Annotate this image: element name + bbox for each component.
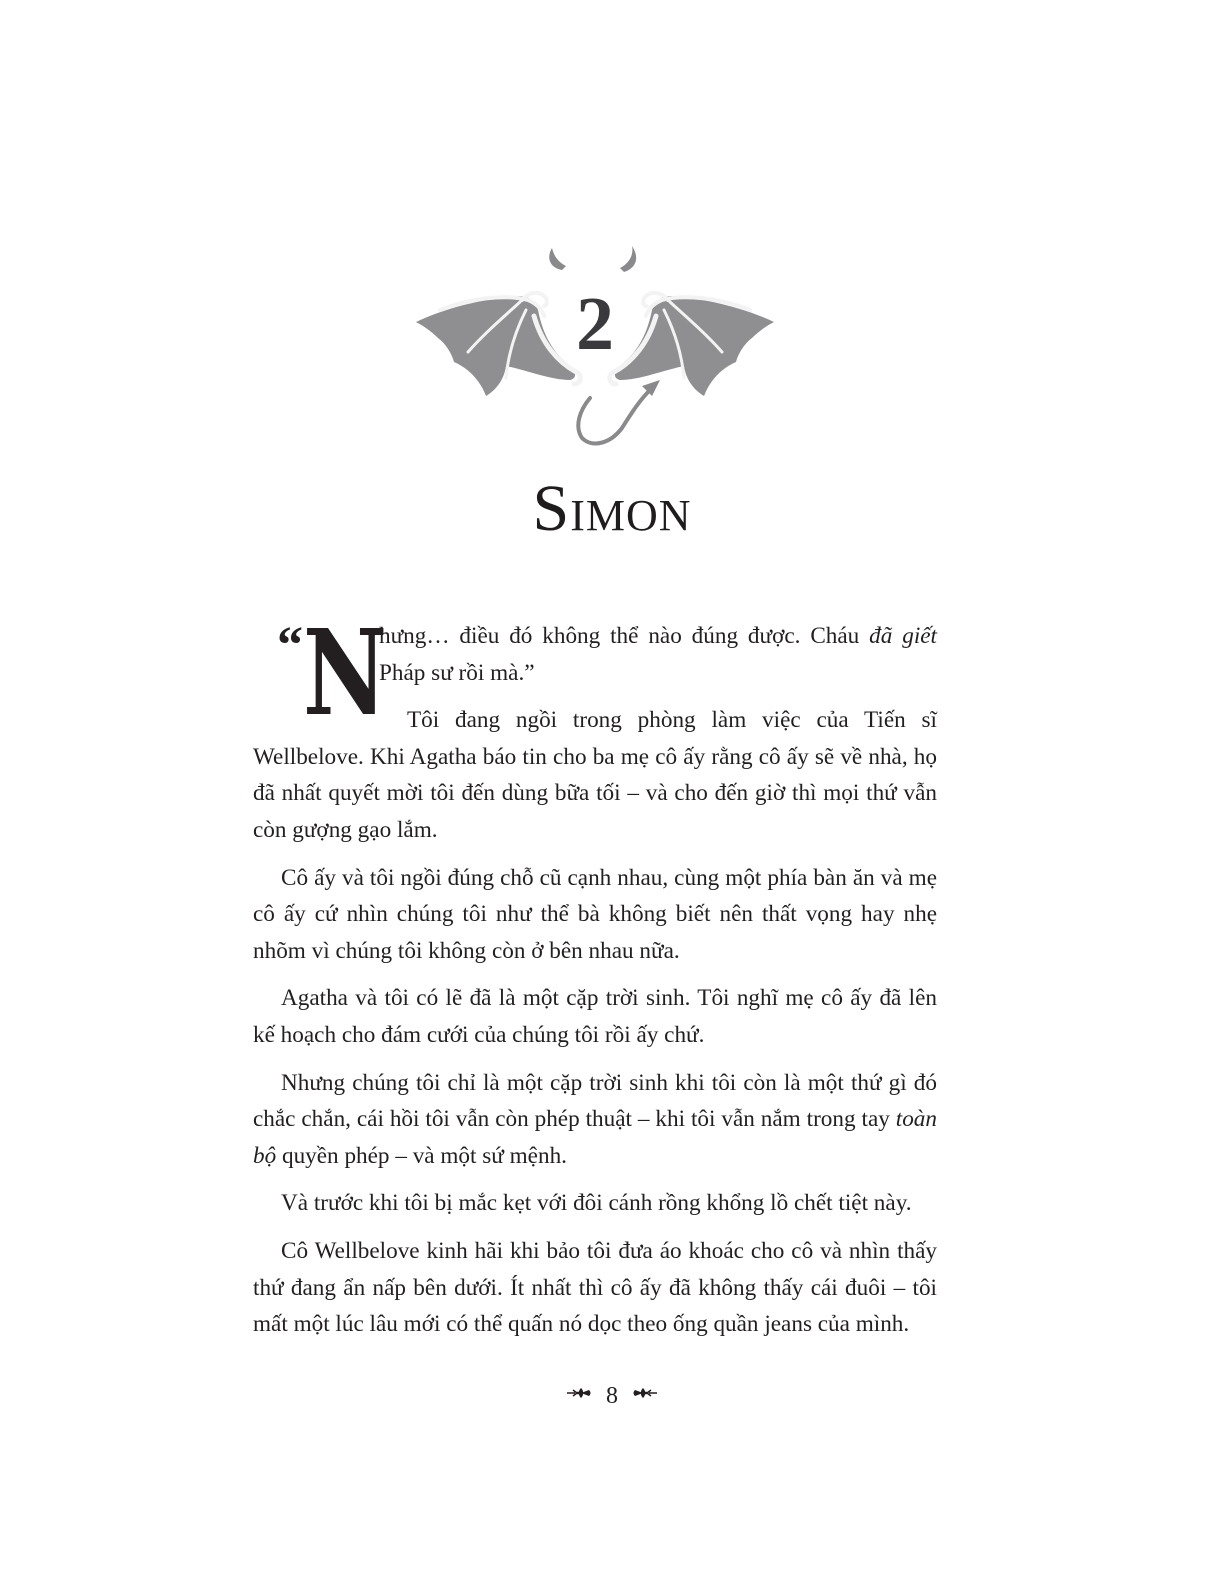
- paragraph-7: [253, 1233, 937, 1343]
- paragraph-2-text: Tôi đang ngồi trong phòng làm việc của Tiến sĩ Wellbelove. Khi Agatha báo tin cho ba mẹ cô ấy rằng cô ấy sẽ về nhà, họ đã nhất quyết mời tôi đến dùng bữa tối – và cho đến giờ thì mọi thứ vẫn còn gượng gạo lắm.: [253, 707, 937, 843]
- fleur-de-lis-left-icon: [567, 1386, 595, 1405]
- dropcap-letter: N: [303, 603, 388, 742]
- paragraph-5: [253, 1065, 937, 1175]
- chapter-title-initial: S: [532, 472, 571, 545]
- paragraph-3: [253, 860, 937, 970]
- left-wing-icon: [416, 293, 580, 396]
- paragraph-5-text-a: Nhưng chúng tôi chỉ là một cặp trời sinh khi tôi còn là một thứ gì đó chắc chắn, cái hồi tôi vẫn còn phép thuật – khi tôi vẫn nắm trong tay: [253, 1069, 937, 1133]
- paragraph-1-text-a: hưng… điều đó không thể nào đúng được. Cháu: [379, 623, 870, 649]
- paragraph-4: [253, 980, 937, 1053]
- dropcap-quote-mark: “: [277, 617, 303, 674]
- body-text: [253, 603, 937, 1354]
- page-number: 8: [606, 1383, 618, 1409]
- paragraph-5-text-b: quyền phép – và một sứ mệnh.: [276, 1142, 567, 1169]
- left-horn-icon: [549, 248, 566, 270]
- paragraph-1-italic: đã giết: [869, 623, 937, 649]
- paragraph-5-italic: toàn bộ: [253, 1106, 937, 1169]
- dropcap: [253, 603, 388, 742]
- paragraph-1-text-b: Pháp sư rồi mà.”: [379, 659, 535, 686]
- paragraph-6: [253, 1185, 937, 1222]
- page-footer: [0, 1383, 1224, 1410]
- paragraph-3-text: Cô ấy và tôi ngồi đúng chỗ cũ cạnh nhau, cùng một phía bàn ăn và mẹ cô ấy cứ nhìn chúng tôi như thể bà không biết nên thất vọng hay nhẹ nhõm vì chúng tôi không còn ở bên nhau nữa.: [253, 864, 937, 964]
- paragraph-6-text: Và trước khi tôi bị mắc kẹt với đôi cánh rồng khổng lồ chết tiệt này.: [281, 1190, 912, 1217]
- paragraph-7-text: Cô Wellbelove kinh hãi khi bảo tôi đưa áo khoác cho cô và nhìn thấy thứ đang ẩn nấp bên dưới. Ít nhất thì cô ấy đã không thấy cái đuôi – tôi mất một lúc lâu mới có thể quấn nó dọc theo ống quần jeans của mình.: [253, 1237, 937, 1338]
- fleur-de-lis-right-icon: [629, 1386, 657, 1405]
- right-wing-icon: [610, 293, 774, 396]
- paragraph-4-text: Agatha và tôi có lẽ đã là một cặp trời sinh. Tôi nghĩ mẹ cô ấy đã lên kế hoạch cho đám cưới của chúng tôi rồi ấy chứ.: [253, 985, 937, 1048]
- right-horn-icon: [620, 246, 636, 272]
- chapter-title: [0, 472, 1224, 545]
- chapter-number: 2: [576, 282, 614, 366]
- devil-tail-icon: [578, 390, 650, 443]
- paragraph-1: [253, 603, 937, 742]
- chapter-title-rest: IMON: [570, 491, 692, 540]
